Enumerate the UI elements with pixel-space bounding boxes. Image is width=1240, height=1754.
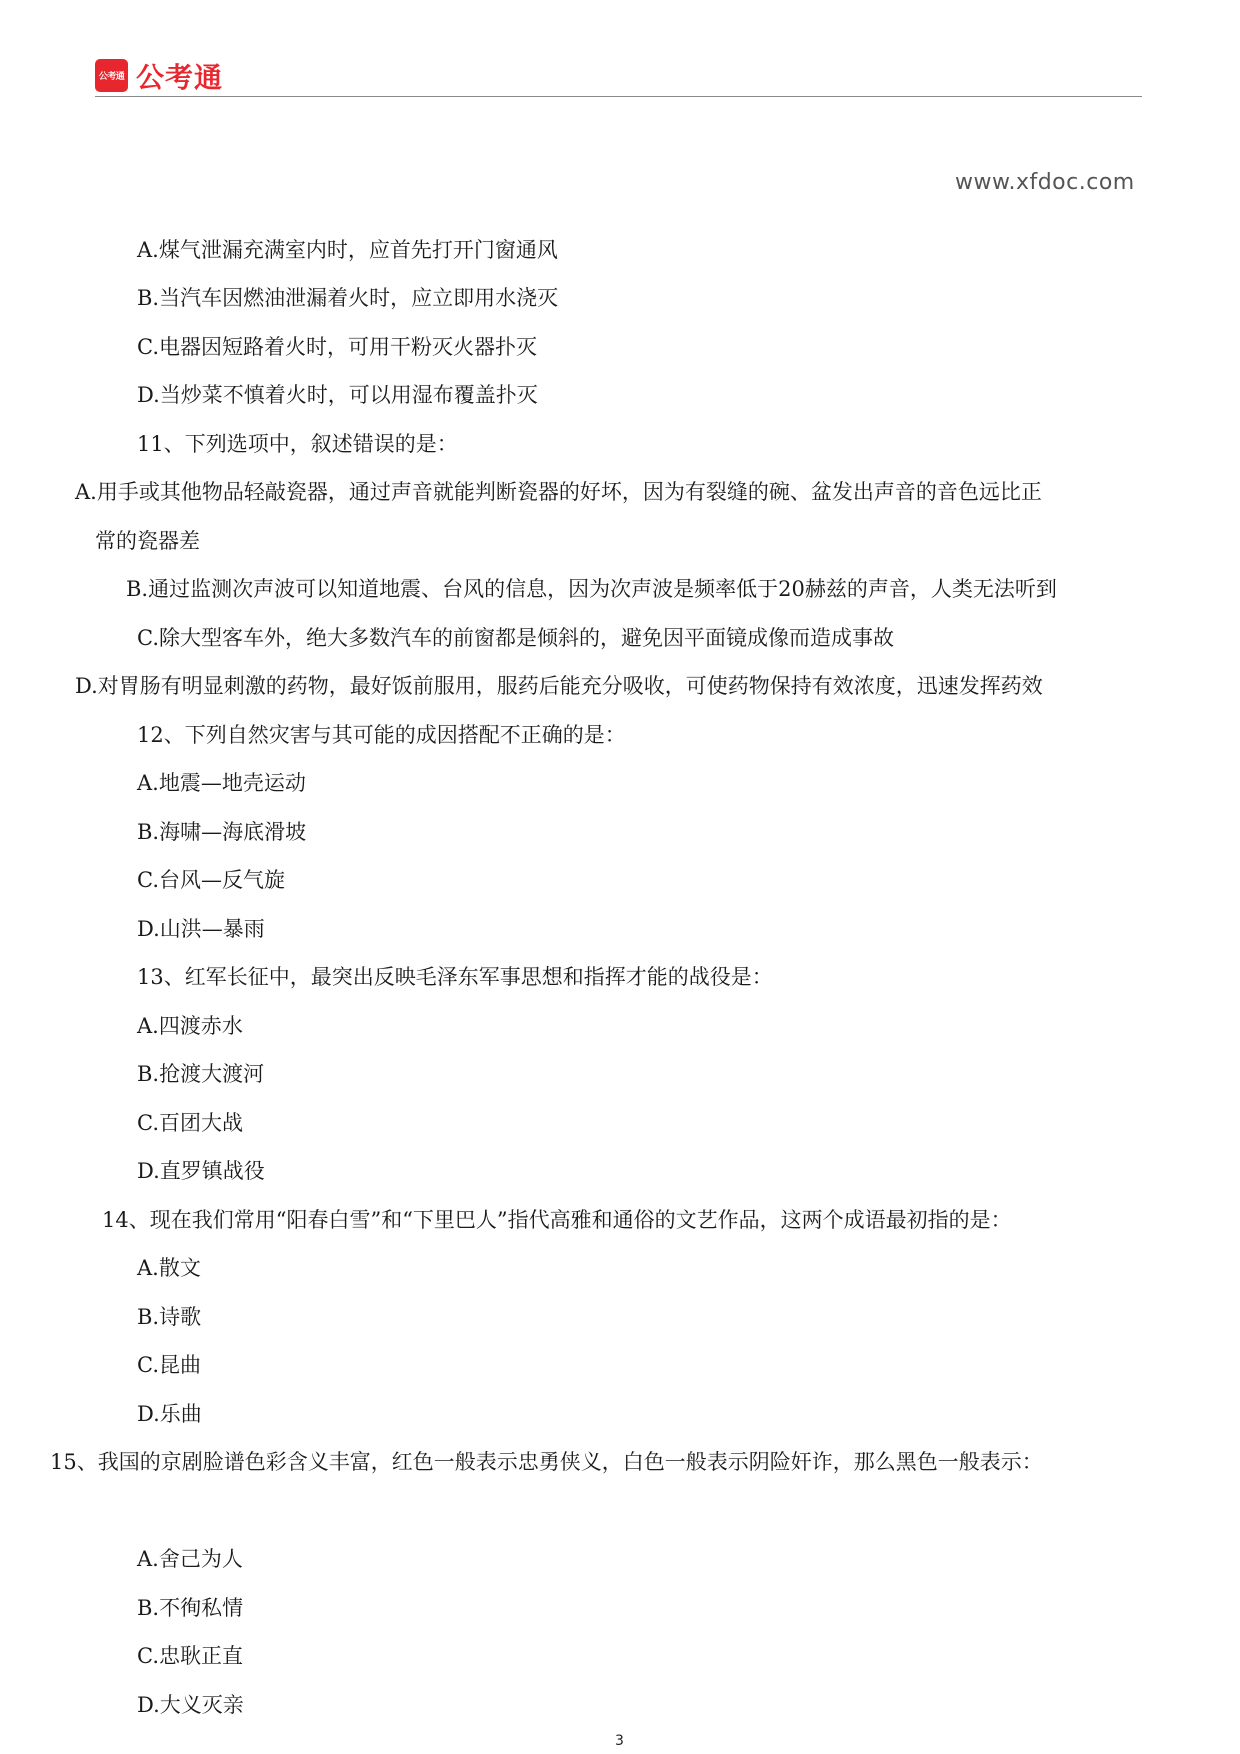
- option-13c: C.百团大战: [137, 1111, 243, 1135]
- option-13b: B.抢渡大渡河: [137, 1062, 265, 1086]
- option-11a-continued: 常的瓷器差: [95, 529, 200, 553]
- option-12a: A.地震—地壳运动: [137, 771, 306, 795]
- logo-icon: 公考通: [95, 59, 128, 92]
- option-15d: D.大义灭亲: [137, 1693, 244, 1717]
- option-12b: B.海啸—海底滑坡: [137, 820, 307, 844]
- option-12c: C.台风—反气旋: [137, 868, 285, 892]
- brand-name: 公考通: [136, 61, 224, 94]
- option-11d: D.对胃肠有明显刺激的药物，最好饭前服用，服药后能充分吸收，可使药物保持有效浓度，迅速发挥药效: [75, 674, 1043, 698]
- option-10b: B.当汽车因燃油泄漏着火时，应立即用水浇灭: [137, 286, 559, 310]
- option-12d: D.山洪—暴雨: [137, 917, 265, 941]
- question-15: 15、我国的京剧脸谱色彩含义丰富，红色一般表示忠勇侠义，白色一般表示阴险奸诈，那么黑色一般表示：: [50, 1450, 1043, 1474]
- question-12: 12、下列自然灾害与其可能的成因搭配不正确的是：: [137, 723, 626, 747]
- option-14b: B.诗歌: [137, 1305, 202, 1329]
- option-14d: D.乐曲: [137, 1402, 202, 1426]
- option-11c: C.除大型客车外，绝大多数汽车的前窗都是倾斜的，避免因平面镜成像而造成事故: [137, 626, 894, 650]
- question-14: 14、现在我们常用“阳春白雪”和“下里巴人”指代高雅和通俗的文艺作品，这两个成语最初指的是：: [102, 1208, 1012, 1232]
- option-15c: C.忠耿正直: [137, 1644, 243, 1668]
- page-number: 3: [615, 1733, 624, 1749]
- option-14a: A.散文: [137, 1256, 201, 1280]
- option-11a: A.用手或其他物品轻敲瓷器，通过声音就能判断瓷器的好坏，因为有裂缝的碗、盆发出声音的音色远比正: [75, 480, 1042, 504]
- question-13: 13、红军长征中，最突出反映毛泽东军事思想和指挥才能的战役是：: [137, 965, 773, 989]
- page-header: [0, 0, 1240, 100]
- option-10c: C.电器因短路着火时，可用干粉灭火器扑灭: [137, 335, 537, 359]
- option-13a: A.四渡赤水: [137, 1014, 243, 1038]
- option-13d: D.直罗镇战役: [137, 1159, 265, 1183]
- option-14c: C.昆曲: [137, 1353, 201, 1377]
- question-11: 11、下列选项中，叙述错误的是：: [137, 432, 458, 456]
- option-10d: D.当炒菜不慎着火时，可以用湿布覆盖扑灭: [137, 383, 538, 407]
- option-15a: A.舍己为人: [137, 1547, 243, 1571]
- option-15b: B.不徇私情: [137, 1596, 244, 1620]
- option-10a: A.煤气泄漏充满室内时，应首先打开门窗通风: [137, 238, 558, 262]
- site-url: www.xfdoc.com: [955, 170, 1135, 195]
- header-divider: [95, 96, 1142, 97]
- option-11b: B.通过监测次声波可以知道地震、台风的信息，因为次声波是频率低于20赫兹的声音，人类无法听到: [126, 577, 1057, 601]
